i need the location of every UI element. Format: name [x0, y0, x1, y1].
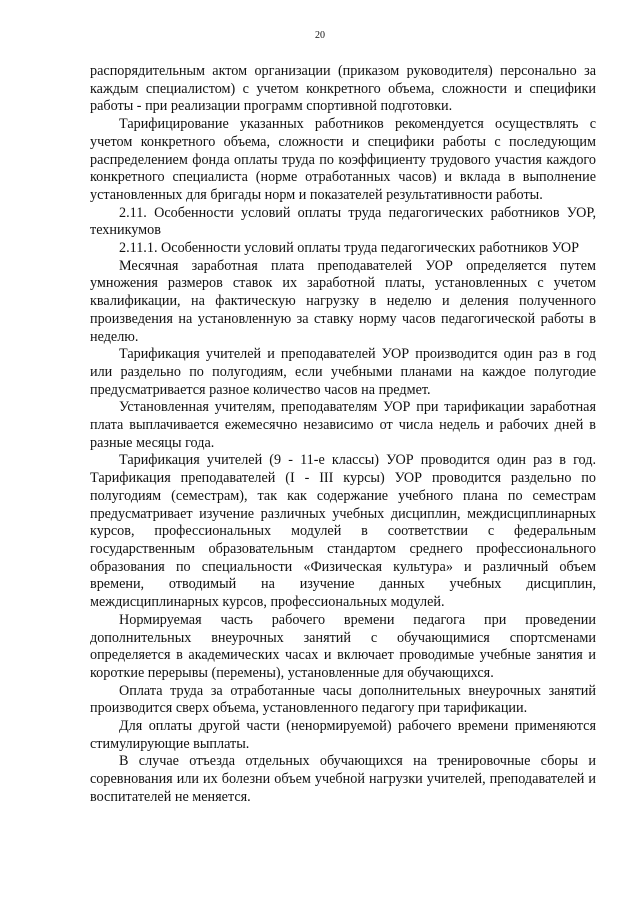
section-heading: 2.11. Особенности условий оплаты труда педагогических работников УОР, техникумов: [90, 204, 596, 239]
paragraph: распорядительным актом организации (приказом руководителя) персонально за каждым специалистом) с учетом конкретного объема, сложности и специфики работы - при реализации программ спортивной подготовки.: [90, 63, 596, 115]
page-number: 20: [315, 30, 325, 41]
paragraph: Нормируемая часть рабочего времени педагога при проведении дополнительных внеурочных занятий с обучающимися спортсменами определяется в академических часах и включает проводимые учебные занятия и короткие перерывы (перемены), установленные для обучающихся.: [90, 611, 596, 681]
paragraph: Установленная учителям, преподавателям УОР при тарификации заработная плата выплачивается ежемесячно независимо от числа недель и рабочих дней в разные месяцы года.: [90, 399, 596, 451]
paragraph: Тарификация учителей (9 - 11-е классы) УОР проводится один раз в год. Тарификация преподавателей (I - III курсы) УОР проводится раздельно по полугодиям (семестрам), так как содержание учебного плана по семестрам предусматривает изучение различных учебных дисциплин, междисциплинарных курсов, профессиональных модулей в соответствии с федеральным государственным образовательным стандартом среднего профессионального образования по специальности «Физическая культура» и различный объем времени, отводимый на изучение данных учебных дисциплин, междисциплинарных курсов, профессиональных модулей.: [90, 452, 596, 611]
document-body: [90, 63, 596, 807]
paragraph: Месячная заработная плата преподавателей УОР определяется путем умножения размеров ставок их заработной платы, установленных с учетом квалификации, на фактическую нагрузку в неделю и деления полученного произведения на установленную за ставку норму часов педагогической работы в неделю.: [90, 257, 596, 345]
paragraph: Оплата труда за отработанные часы дополнительных внеурочных занятий производится сверх объема, установленного педагогу при тарификации.: [90, 682, 596, 717]
paragraph: В случае отъезда отдельных обучающихся на тренировочные сборы и соревнования или их болезни объем учебной нагрузки учителей, преподавателей и воспитателей не меняется.: [90, 753, 596, 805]
subsection-heading: 2.11.1. Особенности условий оплаты труда педагогических работников УОР: [119, 240, 580, 257]
paragraph: Тарификация учителей и преподавателей УОР производится один раз в год или раздельно по полугодиям, если учебными планами на каждое полугодие предусматривается разное количество часов на предмет.: [90, 346, 596, 398]
paragraph: Для оплаты другой части (ненормируемой) рабочего времени применяются стимулирующие выплаты.: [90, 718, 596, 752]
paragraph: Тарифицирование указанных работников рекомендуется осуществлять с учетом конкретного объема, сложности и специфики работы с последующим распределением фонда оплаты труда по коэффициенту трудового участия каждого конкретного специалиста (норме отработанных часов) и вклада в выполнение установленных для бригады норм и показателей результативности работы.: [90, 116, 596, 203]
